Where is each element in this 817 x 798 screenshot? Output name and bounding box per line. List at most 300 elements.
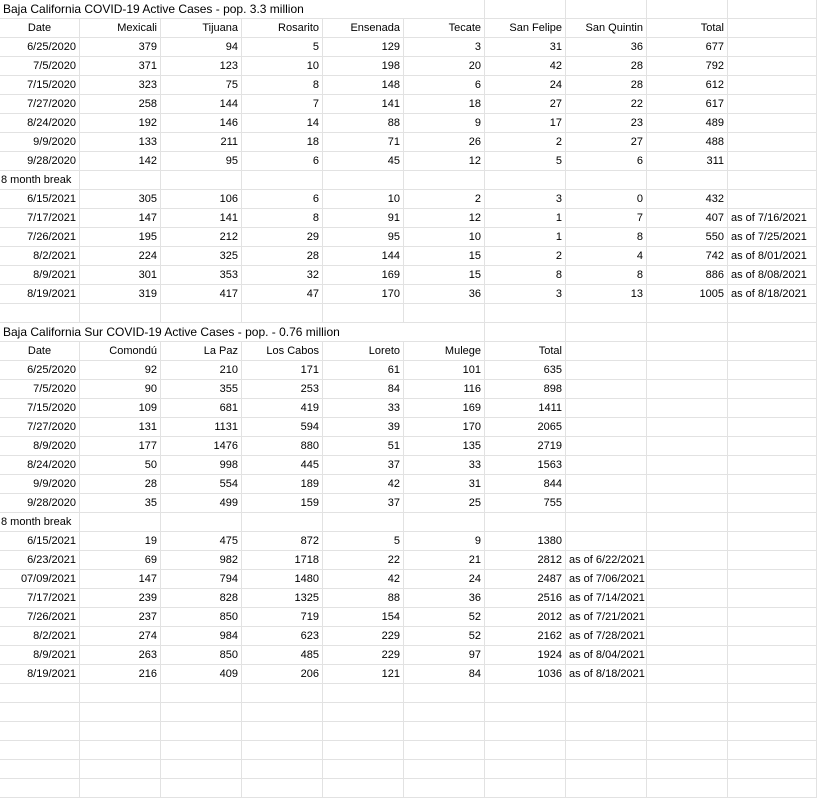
empty-cell[interactable] xyxy=(161,171,242,190)
empty-cell[interactable] xyxy=(0,779,80,798)
value-cell[interactable]: 635 xyxy=(485,361,566,380)
empty-cell[interactable] xyxy=(728,665,817,684)
empty-cell[interactable] xyxy=(647,646,728,665)
empty-cell[interactable] xyxy=(728,380,817,399)
date-cell[interactable]: 8/2/2021 xyxy=(0,247,80,266)
value-cell[interactable]: 623 xyxy=(242,627,323,646)
note-cell[interactable]: as of 7/06/2021 xyxy=(566,570,647,589)
value-cell[interactable]: 6 xyxy=(566,152,647,171)
value-cell[interactable]: 31 xyxy=(404,475,485,494)
value-cell[interactable]: 12 xyxy=(404,209,485,228)
empty-cell[interactable] xyxy=(80,722,161,741)
empty-cell[interactable] xyxy=(647,304,728,323)
value-cell[interactable]: 5 xyxy=(485,152,566,171)
value-cell[interactable]: 169 xyxy=(323,266,404,285)
empty-cell[interactable] xyxy=(647,589,728,608)
value-cell[interactable]: 2 xyxy=(404,190,485,209)
empty-cell[interactable] xyxy=(485,513,566,532)
empty-cell[interactable] xyxy=(566,475,647,494)
note-cell[interactable]: as of 7/25/2021 xyxy=(728,228,817,247)
note-cell[interactable]: as of 8/01/2021 xyxy=(728,247,817,266)
value-cell[interactable]: 210 xyxy=(161,361,242,380)
empty-cell[interactable] xyxy=(80,513,161,532)
value-cell[interactable]: 353 xyxy=(161,266,242,285)
empty-cell[interactable] xyxy=(242,722,323,741)
column-header[interactable]: Date xyxy=(0,342,80,361)
value-cell[interactable]: 23 xyxy=(566,114,647,133)
empty-cell[interactable] xyxy=(80,684,161,703)
column-header[interactable]: Mexicali xyxy=(80,19,161,38)
empty-cell[interactable] xyxy=(728,437,817,456)
value-cell[interactable]: 10 xyxy=(242,57,323,76)
empty-cell[interactable] xyxy=(323,741,404,760)
empty-cell[interactable] xyxy=(161,703,242,722)
date-cell[interactable]: 8/9/2021 xyxy=(0,266,80,285)
value-cell[interactable]: 2516 xyxy=(485,589,566,608)
empty-cell[interactable] xyxy=(728,532,817,551)
value-cell[interactable]: 123 xyxy=(161,57,242,76)
date-cell[interactable]: 7/17/2021 xyxy=(0,209,80,228)
value-cell[interactable]: 22 xyxy=(566,95,647,114)
value-cell[interactable]: 2012 xyxy=(485,608,566,627)
value-cell[interactable]: 417 xyxy=(161,285,242,304)
value-cell[interactable]: 301 xyxy=(80,266,161,285)
value-cell[interactable]: 1480 xyxy=(242,570,323,589)
empty-cell[interactable] xyxy=(647,532,728,551)
empty-cell[interactable] xyxy=(728,627,817,646)
value-cell[interactable]: 3 xyxy=(485,190,566,209)
value-cell[interactable]: 617 xyxy=(647,95,728,114)
value-cell[interactable]: 10 xyxy=(404,228,485,247)
date-cell[interactable]: 7/26/2021 xyxy=(0,608,80,627)
value-cell[interactable]: 554 xyxy=(161,475,242,494)
value-cell[interactable]: 28 xyxy=(566,57,647,76)
value-cell[interactable]: 27 xyxy=(566,133,647,152)
empty-cell[interactable] xyxy=(161,684,242,703)
empty-cell[interactable] xyxy=(728,399,817,418)
value-cell[interactable]: 15 xyxy=(404,266,485,285)
value-cell[interactable]: 154 xyxy=(323,608,404,627)
empty-cell[interactable] xyxy=(242,304,323,323)
empty-cell[interactable] xyxy=(728,114,817,133)
column-header[interactable]: Ensenada xyxy=(323,19,404,38)
note-cell[interactable]: as of 8/08/2021 xyxy=(728,266,817,285)
empty-cell[interactable] xyxy=(485,684,566,703)
date-cell[interactable]: 8/19/2021 xyxy=(0,665,80,684)
value-cell[interactable]: 2 xyxy=(485,247,566,266)
value-cell[interactable]: 24 xyxy=(404,570,485,589)
value-cell[interactable]: 147 xyxy=(80,570,161,589)
value-cell[interactable]: 141 xyxy=(323,95,404,114)
value-cell[interactable]: 28 xyxy=(80,475,161,494)
empty-cell[interactable] xyxy=(242,684,323,703)
empty-cell[interactable] xyxy=(647,551,728,570)
column-header[interactable]: Comondú xyxy=(80,342,161,361)
value-cell[interactable]: 129 xyxy=(323,38,404,57)
empty-cell[interactable] xyxy=(728,190,817,209)
date-cell[interactable]: 6/25/2020 xyxy=(0,38,80,57)
value-cell[interactable]: 35 xyxy=(80,494,161,513)
empty-cell[interactable] xyxy=(566,0,647,19)
empty-cell[interactable] xyxy=(728,342,817,361)
value-cell[interactable]: 594 xyxy=(242,418,323,437)
value-cell[interactable]: 1718 xyxy=(242,551,323,570)
column-header[interactable]: Tecate xyxy=(404,19,485,38)
value-cell[interactable]: 29 xyxy=(242,228,323,247)
value-cell[interactable]: 792 xyxy=(647,57,728,76)
value-cell[interactable]: 274 xyxy=(80,627,161,646)
value-cell[interactable]: 12 xyxy=(404,152,485,171)
value-cell[interactable]: 5 xyxy=(323,532,404,551)
value-cell[interactable]: 984 xyxy=(161,627,242,646)
value-cell[interactable]: 169 xyxy=(404,399,485,418)
empty-cell[interactable] xyxy=(647,513,728,532)
value-cell[interactable]: 84 xyxy=(323,380,404,399)
date-cell[interactable]: 7/27/2020 xyxy=(0,418,80,437)
value-cell[interactable]: 407 xyxy=(647,209,728,228)
value-cell[interactable]: 97 xyxy=(404,646,485,665)
value-cell[interactable]: 2162 xyxy=(485,627,566,646)
value-cell[interactable]: 18 xyxy=(404,95,485,114)
value-cell[interactable]: 147 xyxy=(80,209,161,228)
empty-cell[interactable] xyxy=(728,722,817,741)
empty-cell[interactable] xyxy=(566,456,647,475)
date-cell[interactable]: 8/2/2021 xyxy=(0,627,80,646)
value-cell[interactable]: 32 xyxy=(242,266,323,285)
empty-cell[interactable] xyxy=(404,703,485,722)
value-cell[interactable]: 2812 xyxy=(485,551,566,570)
empty-cell[interactable] xyxy=(485,741,566,760)
value-cell[interactable]: 24 xyxy=(485,76,566,95)
value-cell[interactable]: 6 xyxy=(242,152,323,171)
empty-cell[interactable] xyxy=(647,323,728,342)
value-cell[interactable]: 1 xyxy=(485,209,566,228)
empty-cell[interactable] xyxy=(647,665,728,684)
empty-cell[interactable] xyxy=(485,722,566,741)
empty-cell[interactable] xyxy=(404,722,485,741)
empty-cell[interactable] xyxy=(485,304,566,323)
empty-cell[interactable] xyxy=(323,760,404,779)
empty-cell[interactable] xyxy=(647,437,728,456)
value-cell[interactable]: 1924 xyxy=(485,646,566,665)
empty-cell[interactable] xyxy=(566,380,647,399)
empty-cell[interactable] xyxy=(647,779,728,798)
value-cell[interactable]: 850 xyxy=(161,608,242,627)
empty-cell[interactable] xyxy=(728,684,817,703)
value-cell[interactable]: 355 xyxy=(161,380,242,399)
value-cell[interactable]: 1325 xyxy=(242,589,323,608)
empty-cell[interactable] xyxy=(323,684,404,703)
date-cell[interactable]: 8/9/2020 xyxy=(0,437,80,456)
value-cell[interactable]: 88 xyxy=(323,589,404,608)
value-cell[interactable]: 37 xyxy=(323,456,404,475)
value-cell[interactable]: 1411 xyxy=(485,399,566,418)
empty-cell[interactable] xyxy=(647,741,728,760)
empty-cell[interactable] xyxy=(728,171,817,190)
empty-cell[interactable] xyxy=(242,741,323,760)
value-cell[interactable]: 121 xyxy=(323,665,404,684)
date-cell[interactable]: 6/15/2021 xyxy=(0,190,80,209)
value-cell[interactable]: 742 xyxy=(647,247,728,266)
value-cell[interactable]: 42 xyxy=(323,570,404,589)
empty-cell[interactable] xyxy=(728,570,817,589)
value-cell[interactable]: 52 xyxy=(404,608,485,627)
value-cell[interactable]: 20 xyxy=(404,57,485,76)
date-cell[interactable]: 7/15/2020 xyxy=(0,399,80,418)
value-cell[interactable]: 485 xyxy=(242,646,323,665)
value-cell[interactable]: 15 xyxy=(404,247,485,266)
empty-cell[interactable] xyxy=(566,304,647,323)
empty-cell[interactable] xyxy=(728,779,817,798)
empty-cell[interactable] xyxy=(0,304,80,323)
empty-cell[interactable] xyxy=(80,171,161,190)
value-cell[interactable]: 211 xyxy=(161,133,242,152)
value-cell[interactable]: 886 xyxy=(647,266,728,285)
date-cell[interactable]: 8/19/2021 xyxy=(0,285,80,304)
value-cell[interactable]: 61 xyxy=(323,361,404,380)
date-cell[interactable]: 6/15/2021 xyxy=(0,532,80,551)
empty-cell[interactable] xyxy=(647,171,728,190)
value-cell[interactable]: 419 xyxy=(242,399,323,418)
value-cell[interactable]: 92 xyxy=(80,361,161,380)
empty-cell[interactable] xyxy=(728,494,817,513)
value-cell[interactable]: 3 xyxy=(404,38,485,57)
note-cell[interactable]: as of 7/28/2021 xyxy=(566,627,647,646)
value-cell[interactable]: 258 xyxy=(80,95,161,114)
value-cell[interactable]: 1380 xyxy=(485,532,566,551)
value-cell[interactable]: 42 xyxy=(485,57,566,76)
value-cell[interactable]: 31 xyxy=(485,38,566,57)
value-cell[interactable]: 52 xyxy=(404,627,485,646)
empty-cell[interactable] xyxy=(566,760,647,779)
empty-cell[interactable] xyxy=(647,342,728,361)
value-cell[interactable]: 36 xyxy=(404,285,485,304)
value-cell[interactable]: 18 xyxy=(242,133,323,152)
value-cell[interactable]: 8 xyxy=(485,266,566,285)
value-cell[interactable]: 872 xyxy=(242,532,323,551)
value-cell[interactable]: 1563 xyxy=(485,456,566,475)
empty-cell[interactable] xyxy=(566,361,647,380)
empty-cell[interactable] xyxy=(647,703,728,722)
value-cell[interactable]: 409 xyxy=(161,665,242,684)
date-cell[interactable]: 6/25/2020 xyxy=(0,361,80,380)
value-cell[interactable]: 10 xyxy=(323,190,404,209)
empty-cell[interactable] xyxy=(566,494,647,513)
empty-cell[interactable] xyxy=(566,418,647,437)
empty-cell[interactable] xyxy=(566,399,647,418)
empty-cell[interactable] xyxy=(728,741,817,760)
value-cell[interactable]: 75 xyxy=(161,76,242,95)
note-cell[interactable]: as of 6/22/2021 xyxy=(566,551,647,570)
date-cell[interactable]: 8/24/2020 xyxy=(0,456,80,475)
value-cell[interactable]: 432 xyxy=(647,190,728,209)
value-cell[interactable]: 25 xyxy=(404,494,485,513)
value-cell[interactable]: 95 xyxy=(161,152,242,171)
empty-cell[interactable] xyxy=(80,703,161,722)
empty-cell[interactable] xyxy=(404,760,485,779)
empty-cell[interactable] xyxy=(566,513,647,532)
value-cell[interactable]: 224 xyxy=(80,247,161,266)
value-cell[interactable]: 51 xyxy=(323,437,404,456)
empty-cell[interactable] xyxy=(485,760,566,779)
value-cell[interactable]: 33 xyxy=(323,399,404,418)
value-cell[interactable]: 755 xyxy=(485,494,566,513)
value-cell[interactable]: 8 xyxy=(566,228,647,247)
empty-cell[interactable] xyxy=(647,399,728,418)
value-cell[interactable]: 305 xyxy=(80,190,161,209)
value-cell[interactable]: 22 xyxy=(323,551,404,570)
value-cell[interactable]: 982 xyxy=(161,551,242,570)
value-cell[interactable]: 116 xyxy=(404,380,485,399)
empty-cell[interactable] xyxy=(242,703,323,722)
empty-cell[interactable] xyxy=(0,760,80,779)
value-cell[interactable]: 212 xyxy=(161,228,242,247)
value-cell[interactable]: 3 xyxy=(485,285,566,304)
empty-cell[interactable] xyxy=(161,741,242,760)
value-cell[interactable]: 319 xyxy=(80,285,161,304)
empty-cell[interactable] xyxy=(323,171,404,190)
empty-cell[interactable] xyxy=(728,418,817,437)
column-header[interactable]: Loreto xyxy=(323,342,404,361)
empty-cell[interactable] xyxy=(161,513,242,532)
value-cell[interactable]: 379 xyxy=(80,38,161,57)
value-cell[interactable]: 159 xyxy=(242,494,323,513)
empty-cell[interactable] xyxy=(728,551,817,570)
empty-cell[interactable] xyxy=(323,722,404,741)
value-cell[interactable]: 828 xyxy=(161,589,242,608)
value-cell[interactable]: 33 xyxy=(404,456,485,475)
empty-cell[interactable] xyxy=(566,323,647,342)
value-cell[interactable]: 844 xyxy=(485,475,566,494)
value-cell[interactable]: 2719 xyxy=(485,437,566,456)
value-cell[interactable]: 177 xyxy=(80,437,161,456)
empty-cell[interactable] xyxy=(0,741,80,760)
value-cell[interactable]: 489 xyxy=(647,114,728,133)
value-cell[interactable]: 95 xyxy=(323,228,404,247)
empty-cell[interactable] xyxy=(485,703,566,722)
empty-cell[interactable] xyxy=(728,76,817,95)
table1-title[interactable]: Baja California COVID-19 Active Cases - pop. 3.3 million xyxy=(0,0,404,19)
empty-cell[interactable] xyxy=(728,760,817,779)
empty-cell[interactable] xyxy=(647,475,728,494)
column-header[interactable]: San Felipe xyxy=(485,19,566,38)
empty-cell[interactable] xyxy=(647,0,728,19)
empty-cell[interactable] xyxy=(80,760,161,779)
value-cell[interactable]: 144 xyxy=(323,247,404,266)
date-cell[interactable]: 9/9/2020 xyxy=(0,133,80,152)
value-cell[interactable]: 0 xyxy=(566,190,647,209)
empty-cell[interactable] xyxy=(728,323,817,342)
empty-cell[interactable] xyxy=(728,57,817,76)
value-cell[interactable]: 1005 xyxy=(647,285,728,304)
empty-cell[interactable] xyxy=(728,475,817,494)
value-cell[interactable]: 263 xyxy=(80,646,161,665)
note-cell[interactable]: as of 8/18/2021 xyxy=(566,665,647,684)
empty-cell[interactable] xyxy=(323,779,404,798)
break-label[interactable]: 8 month break xyxy=(0,171,80,190)
value-cell[interactable]: 7 xyxy=(242,95,323,114)
date-cell[interactable]: 6/23/2021 xyxy=(0,551,80,570)
value-cell[interactable]: 36 xyxy=(404,589,485,608)
value-cell[interactable]: 499 xyxy=(161,494,242,513)
value-cell[interactable]: 1476 xyxy=(161,437,242,456)
value-cell[interactable]: 229 xyxy=(323,627,404,646)
empty-cell[interactable] xyxy=(566,171,647,190)
column-header[interactable]: Tijuana xyxy=(161,19,242,38)
empty-cell[interactable] xyxy=(404,0,485,19)
date-cell[interactable]: 9/28/2020 xyxy=(0,494,80,513)
empty-cell[interactable] xyxy=(404,304,485,323)
column-header[interactable]: Los Cabos xyxy=(242,342,323,361)
empty-cell[interactable] xyxy=(566,342,647,361)
note-cell[interactable]: as of 8/04/2021 xyxy=(566,646,647,665)
value-cell[interactable]: 109 xyxy=(80,399,161,418)
value-cell[interactable]: 9 xyxy=(404,114,485,133)
column-header[interactable]: Mulege xyxy=(404,342,485,361)
empty-cell[interactable] xyxy=(647,418,728,437)
date-cell[interactable]: 8/9/2021 xyxy=(0,646,80,665)
value-cell[interactable]: 323 xyxy=(80,76,161,95)
value-cell[interactable]: 192 xyxy=(80,114,161,133)
empty-cell[interactable] xyxy=(161,760,242,779)
value-cell[interactable]: 91 xyxy=(323,209,404,228)
empty-cell[interactable] xyxy=(728,0,817,19)
value-cell[interactable]: 189 xyxy=(242,475,323,494)
value-cell[interactable]: 253 xyxy=(242,380,323,399)
value-cell[interactable]: 170 xyxy=(404,418,485,437)
value-cell[interactable]: 50 xyxy=(80,456,161,475)
value-cell[interactable]: 6 xyxy=(242,190,323,209)
empty-cell[interactable] xyxy=(404,741,485,760)
empty-cell[interactable] xyxy=(647,608,728,627)
value-cell[interactable]: 2487 xyxy=(485,570,566,589)
date-cell[interactable]: 7/5/2020 xyxy=(0,57,80,76)
value-cell[interactable]: 371 xyxy=(80,57,161,76)
empty-cell[interactable] xyxy=(728,589,817,608)
empty-cell[interactable] xyxy=(161,722,242,741)
value-cell[interactable]: 681 xyxy=(161,399,242,418)
empty-cell[interactable] xyxy=(647,627,728,646)
value-cell[interactable]: 146 xyxy=(161,114,242,133)
value-cell[interactable]: 794 xyxy=(161,570,242,589)
value-cell[interactable]: 45 xyxy=(323,152,404,171)
value-cell[interactable]: 880 xyxy=(242,437,323,456)
value-cell[interactable]: 21 xyxy=(404,551,485,570)
value-cell[interactable]: 131 xyxy=(80,418,161,437)
value-cell[interactable]: 325 xyxy=(161,247,242,266)
value-cell[interactable]: 488 xyxy=(647,133,728,152)
value-cell[interactable]: 229 xyxy=(323,646,404,665)
empty-cell[interactable] xyxy=(566,779,647,798)
column-header[interactable]: San Quintin xyxy=(566,19,647,38)
empty-cell[interactable] xyxy=(323,703,404,722)
empty-cell[interactable] xyxy=(485,323,566,342)
value-cell[interactable]: 39 xyxy=(323,418,404,437)
value-cell[interactable]: 195 xyxy=(80,228,161,247)
value-cell[interactable]: 7 xyxy=(566,209,647,228)
column-header[interactable]: Total xyxy=(647,19,728,38)
empty-cell[interactable] xyxy=(647,380,728,399)
empty-cell[interactable] xyxy=(647,722,728,741)
empty-cell[interactable] xyxy=(0,722,80,741)
empty-cell[interactable] xyxy=(728,456,817,475)
empty-cell[interactable] xyxy=(647,570,728,589)
value-cell[interactable]: 94 xyxy=(161,38,242,57)
empty-cell[interactable] xyxy=(728,703,817,722)
value-cell[interactable]: 106 xyxy=(161,190,242,209)
empty-cell[interactable] xyxy=(404,171,485,190)
value-cell[interactable]: 171 xyxy=(242,361,323,380)
